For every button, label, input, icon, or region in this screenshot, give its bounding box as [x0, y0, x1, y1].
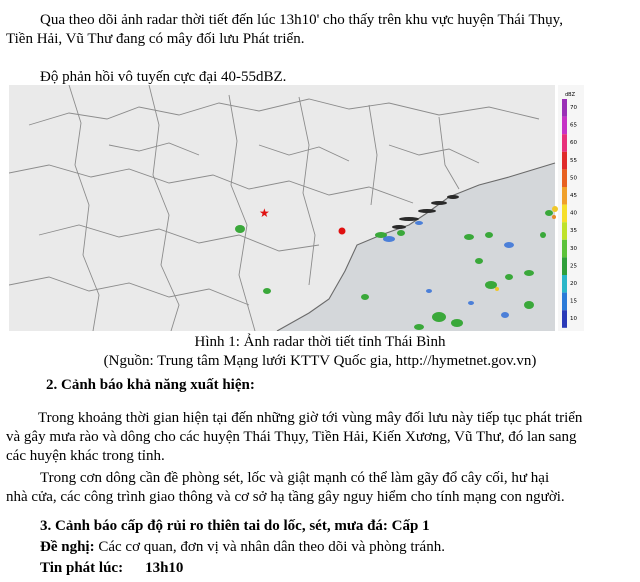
section-2-para-2-line-1: Trong cơn dông cần đề phòng sét, lốc và giật mạnh có thể làm gãy đổ cây cối, hư hại	[40, 470, 550, 486]
scale-label: 30	[570, 245, 577, 252]
scale-label: 10	[570, 316, 577, 323]
section-2-para-1-line-2: và gây mưa rào và dông cho các huyện Thái Thụy, Tiền Hải, Kiến Xương, Vũ Thư, đó lan sang	[6, 429, 577, 445]
intro-line-1: Qua theo dõi ảnh radar thời tiết đến lúc 13h10' cho thấy trên khu vực huyện Thái Thụy,	[40, 12, 563, 28]
intro-line-2: Tiền Hải, Vũ Thư đang có mây đối lưu Phát triển.	[6, 31, 305, 47]
scale-label: 20	[570, 281, 577, 287]
scale-label: 25	[570, 263, 577, 270]
scale-swatch	[562, 169, 567, 187]
figure-source: (Nguồn: Trung tâm Mạng lưới KTTV Quốc gia, http://hymetnet.gov.vn)	[103, 353, 537, 369]
issue-time-value: 13h10	[145, 560, 184, 576]
scale-swatch	[562, 310, 567, 328]
scale-label: 45	[570, 193, 577, 199]
scale-label: 55	[570, 157, 577, 164]
scale-label: 70	[570, 105, 577, 111]
reflectivity-line: Độ phản hồi vô tuyến cực đại 40-55dBZ.	[40, 69, 287, 85]
suggestion-line	[40, 538, 445, 557]
scale-label: 35	[570, 228, 577, 235]
issue-time-line	[40, 559, 183, 578]
radar-image	[9, 85, 584, 331]
scale-swatch	[562, 99, 567, 117]
scale-label: 60	[570, 140, 577, 147]
scale-swatch	[562, 293, 567, 311]
section-3-heading: 3. Cảnh báo cấp độ rủi ro thiên tai do lốc, sét, mưa đá: Cấp 1	[40, 518, 430, 534]
suggestion-text: Các cơ quan, đơn vị và nhân dân theo dõi và phòng tránh.	[94, 539, 445, 555]
scale-swatch	[562, 222, 567, 240]
scale-unit: dBZ	[565, 92, 576, 98]
figure-caption: Hình 1: Ảnh radar thời tiết tỉnh Thái Bình	[194, 334, 446, 350]
scale-label: 40	[570, 210, 577, 217]
section-2-para-2-line-2: nhà cửa, các công trình giao thông và cơ sở hạ tầng gây nguy hiểm cho tính mạng con người.	[6, 489, 565, 505]
scale-swatch	[562, 152, 567, 170]
scale-swatch	[562, 187, 567, 205]
scale-label: 65	[570, 122, 577, 129]
section-2-para-1-line-3: các huyện khác trong tỉnh.	[6, 448, 165, 464]
radar-station-marker: ★	[259, 206, 270, 220]
scale-swatch	[562, 240, 567, 258]
scale-swatch	[562, 205, 567, 223]
scale-swatch	[562, 275, 567, 293]
section-2-para-1-line-1: Trong khoảng thời gian hiện tại đến những giờ tới vùng mây đối lưu này tiếp tục phát triển	[38, 410, 583, 426]
scale-label: 15	[570, 298, 577, 305]
scale-swatch	[562, 134, 567, 152]
scale-label: 50	[570, 175, 577, 182]
section-2-heading: 2. Cảnh báo khả năng xuất hiện:	[46, 377, 255, 393]
issue-time-label: Tin phát lúc:	[40, 560, 124, 576]
suggestion-label: Đề nghị:	[40, 539, 95, 555]
scale-swatch	[562, 257, 567, 275]
scale-swatch	[562, 117, 567, 135]
